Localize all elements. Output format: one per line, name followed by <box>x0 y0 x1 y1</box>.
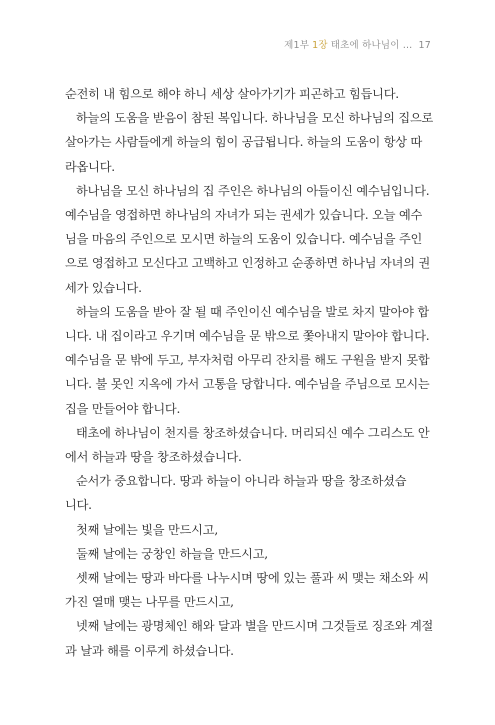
text-line: 니다. 불 못인 지옥에 가서 고통을 당합니다. 예수님을 주님으로 모시는 <box>65 377 430 392</box>
text-line: 님을 마음의 주인으로 모시면 하늘의 도움이 있습니다. 예수님을 주인 <box>65 232 423 247</box>
paragraph-4 <box>65 300 431 421</box>
paragraph-6 <box>65 469 431 517</box>
text-line: 태초에 하나님이 천지를 창조하셨습니다. 머리되신 예수 그리스도 안 <box>76 425 430 440</box>
text-line: 넷째 날에는 광명체인 해와 달과 별을 만드시며 그것들로 징조와 계절 <box>76 619 434 634</box>
text-line: 세가 있습니다. <box>65 280 142 295</box>
text-line: 과 날과 해를 이루게 하셨습니다. <box>65 643 234 658</box>
text-line: 셋째 날에는 땅과 바다를 나누시며 땅에 있는 풀과 씨 맺는 채소와 씨 <box>76 571 429 586</box>
text-line: 으로 영접하고 모신다고 고백하고 인정하고 순종하면 하나님 자녀의 권 <box>65 256 431 271</box>
paragraph-5 <box>65 421 431 469</box>
running-header <box>284 37 431 51</box>
paragraph-3 <box>65 179 431 300</box>
text-line: 첫째 날에는 빛을 만드시고, <box>76 522 219 537</box>
paragraph-2 <box>65 106 434 179</box>
page-number: 17 <box>418 40 431 51</box>
text-line: 하나님을 모신 하나님의 집 주인은 하나님의 아들이신 예수님입니다. <box>76 183 430 198</box>
paragraph-1 <box>65 82 431 106</box>
text-line: 하늘의 도움을 받음이 참된 복입니다. 하나님을 모신 하나님의 집으로 <box>76 111 434 126</box>
text-line: 에서 하늘과 땅을 창조하셨습니다. <box>65 450 242 465</box>
text-line: 순서가 중요합니다. 땅과 하늘이 아니라 하늘과 땅을 창조하셨습 <box>76 474 407 489</box>
body-text <box>65 82 434 663</box>
text-line: 하늘의 도움을 받아 잘 될 때 주인이신 예수님을 발로 차지 말아야 합 <box>76 304 429 319</box>
text-line: 라옵니다. <box>65 159 115 174</box>
text-line: 살아가는 사람들에게 하늘의 힘이 공급됩니다. 하늘의 도움이 항상 따 <box>65 135 423 150</box>
text-line: 니다. <box>65 498 92 513</box>
paragraph-8 <box>65 542 431 566</box>
text-line: 예수님을 영접하면 하나님의 자녀가 되는 권세가 있습니다. 오늘 예수 <box>65 208 423 223</box>
text-line: 둘째 날에는 궁창인 하늘을 만드시고, <box>76 546 268 561</box>
chapter-label: 1장 <box>312 40 328 51</box>
part-label: 제1부 <box>284 40 310 51</box>
text-line: 니다. 내 집이라고 우기며 예수님을 문 밖으로 쫓아내지 말아야 합니다. <box>65 329 430 344</box>
paragraph-9 <box>65 566 431 614</box>
paragraph-7 <box>65 518 431 542</box>
text-line: 순전히 내 힘으로 해야 하니 세상 살아가기가 피곤하고 힘듭니다. <box>65 87 399 101</box>
text-line: 집을 만들어야 합니다. <box>65 401 181 416</box>
text-line: 예수님을 문 밖에 두고, 부자처럼 아무리 잔치를 해도 구원을 받지 못합 <box>65 353 430 368</box>
text-line: 가진 열매 맺는 나무를 만드시고, <box>65 595 234 610</box>
chapter-title: 태초에 하나님이 … <box>330 40 413 51</box>
paragraph-10 <box>65 614 434 662</box>
